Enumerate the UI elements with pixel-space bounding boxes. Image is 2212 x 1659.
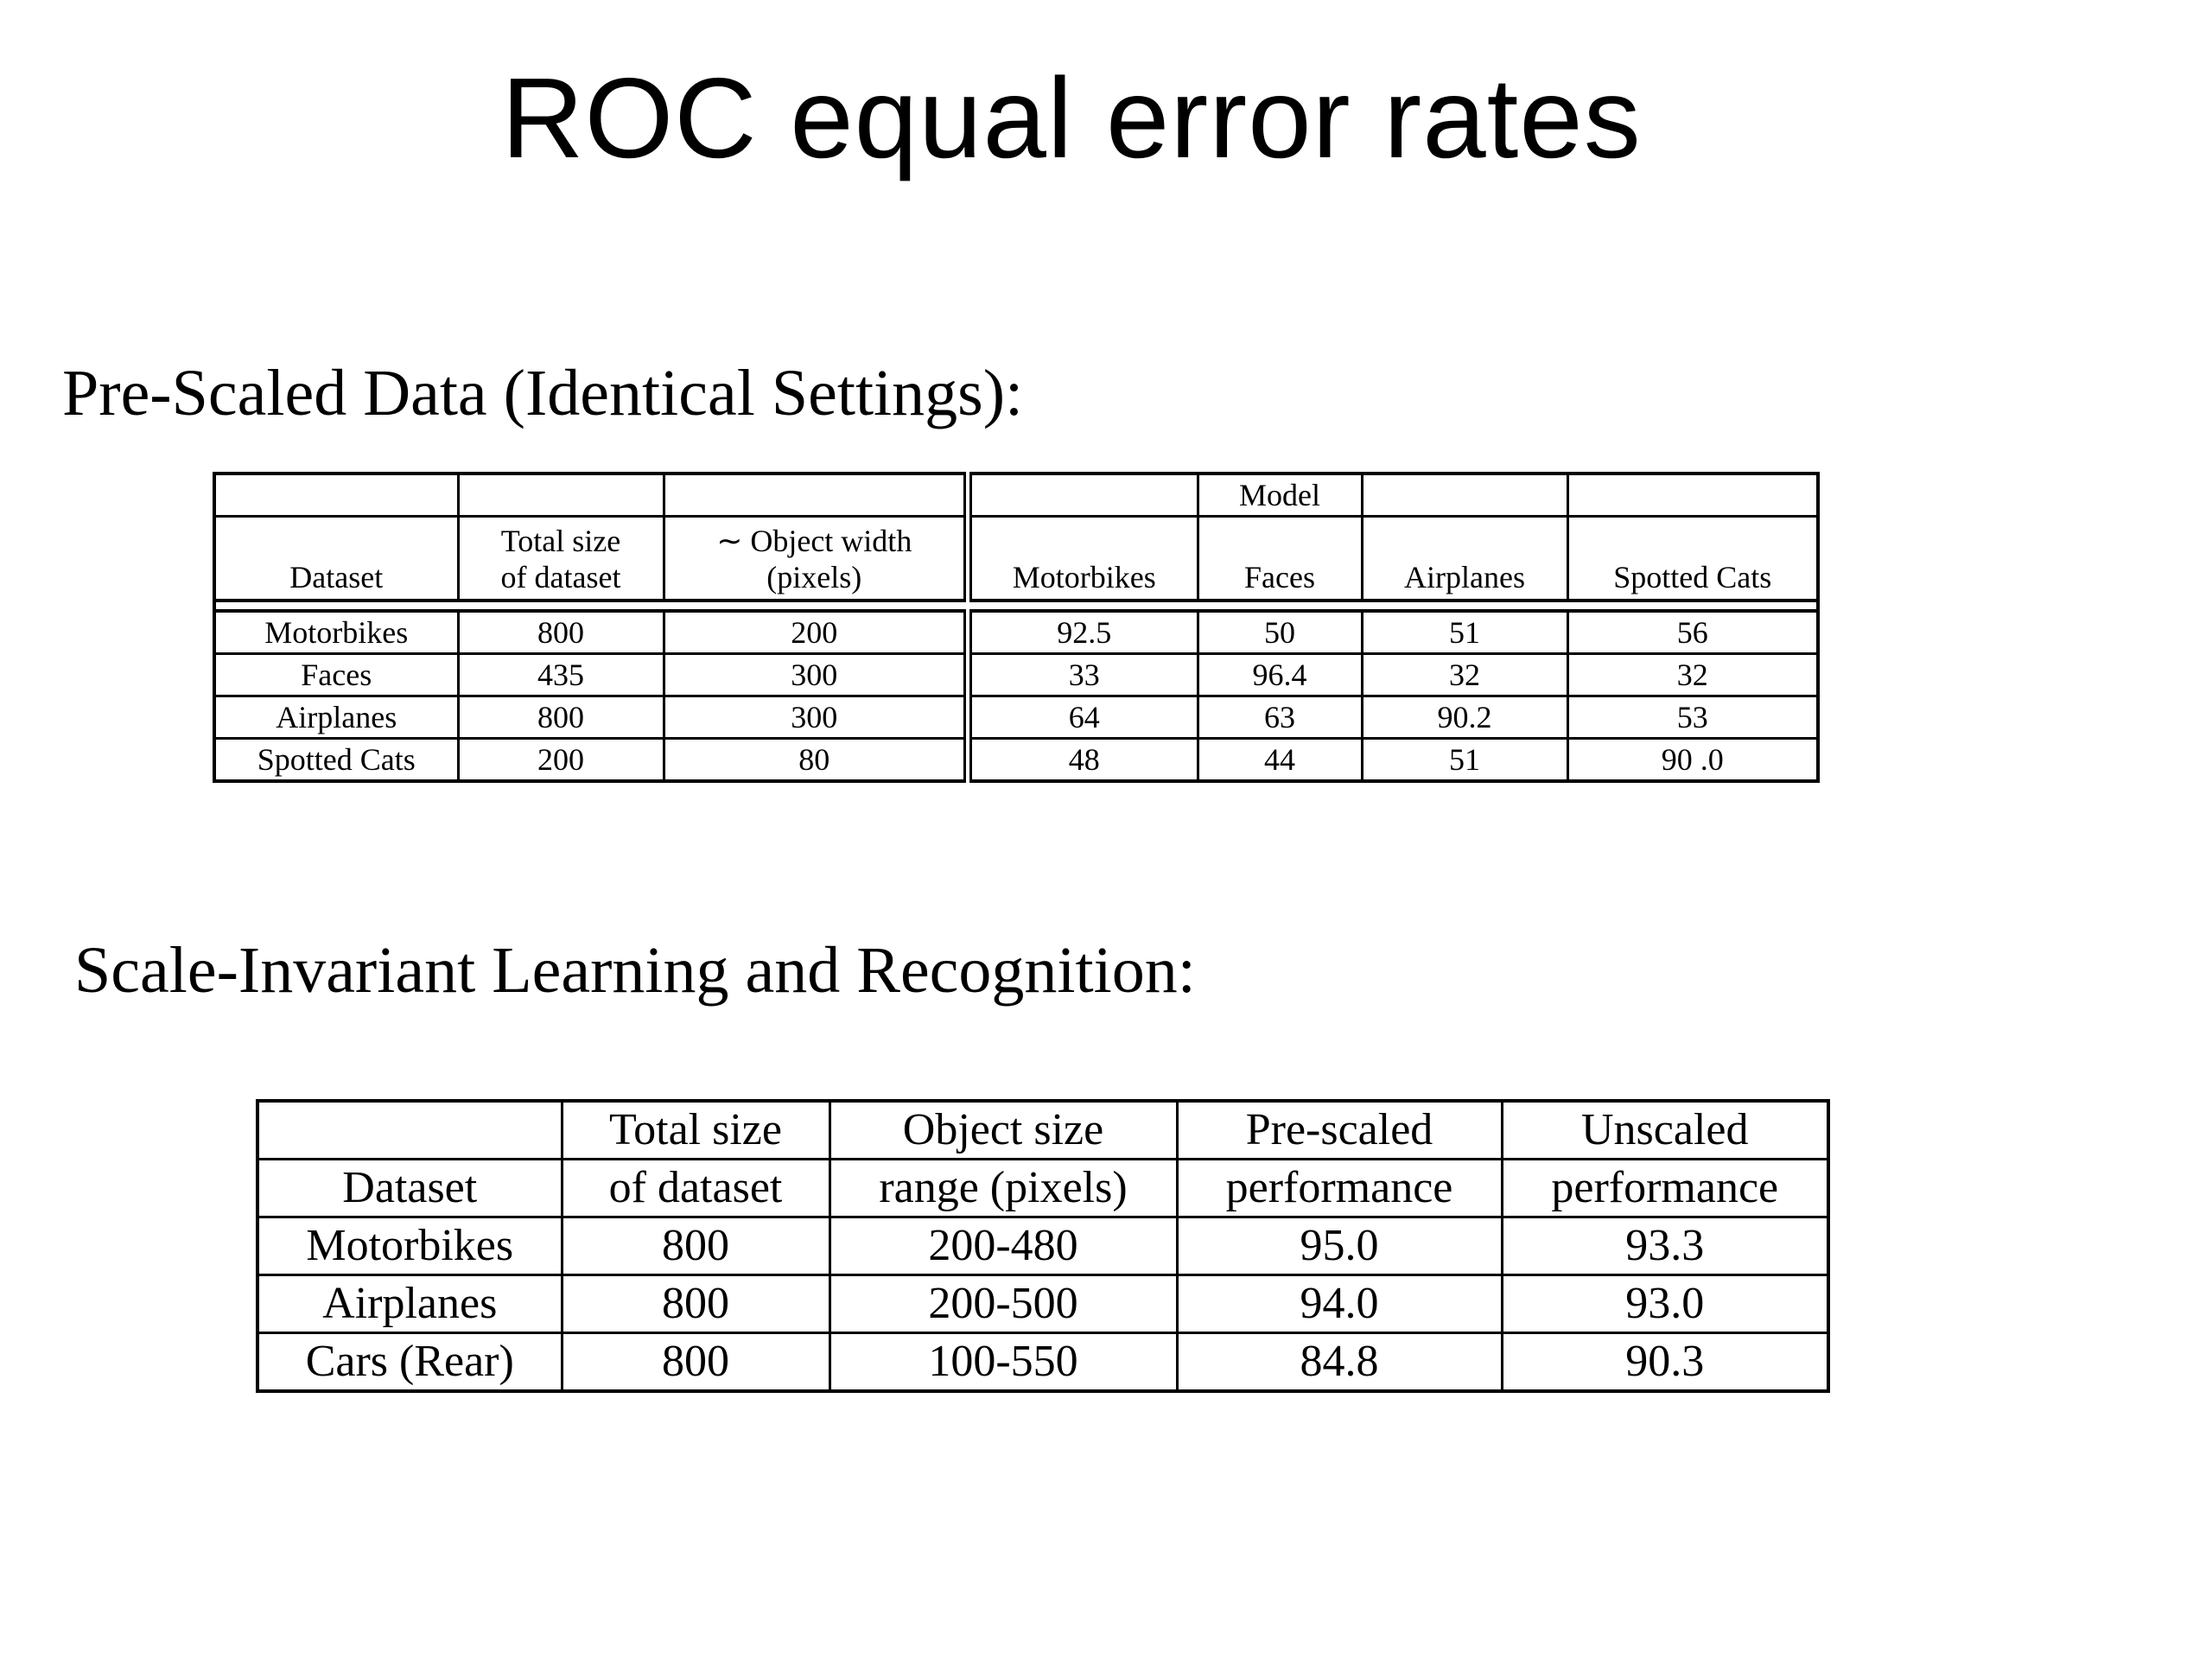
scale-invariant-results-table xyxy=(256,1099,1830,1393)
cell-score: 56 xyxy=(1567,611,1818,654)
cell-score: 63 xyxy=(1198,696,1362,739)
cell-width: 200 xyxy=(664,611,968,654)
header-cell xyxy=(257,1101,562,1160)
header-cell xyxy=(664,474,968,517)
table-header-row xyxy=(257,1160,1828,1217)
cell-pre-scaled: 94.0 xyxy=(1177,1275,1502,1333)
header-cell xyxy=(968,474,1198,517)
cell-dataset: Cars (Rear) xyxy=(257,1333,562,1392)
cell-unscaled: 90.3 xyxy=(1502,1333,1828,1392)
cell-total: 800 xyxy=(458,696,664,739)
cell-score: 44 xyxy=(1198,739,1362,782)
table-row xyxy=(257,1275,1828,1333)
cell-pre-scaled: 84.8 xyxy=(1177,1333,1502,1392)
cell-total: 800 xyxy=(562,1333,830,1392)
table-gap-row xyxy=(214,601,1818,611)
table-row xyxy=(214,739,1818,782)
table-header-row xyxy=(214,474,1818,517)
header-object-width: ∼ Object width (pixels) xyxy=(664,517,968,601)
table-row xyxy=(214,611,1818,654)
table-row xyxy=(214,696,1818,739)
cell-total: 800 xyxy=(562,1275,830,1333)
cell-pre-scaled: 95.0 xyxy=(1177,1217,1502,1275)
header-total-size: of dataset xyxy=(562,1160,830,1217)
cell-unscaled: 93.3 xyxy=(1502,1217,1828,1275)
cell-width: 300 xyxy=(664,654,968,696)
cell-width: 300 xyxy=(664,696,968,739)
pre-scaled-results-table xyxy=(213,472,1820,783)
cell-score: 51 xyxy=(1362,739,1567,782)
table-header-row xyxy=(257,1101,1828,1160)
header-total-size: Total size xyxy=(562,1101,830,1160)
header-model-spotted-cats: Spotted Cats xyxy=(1567,517,1818,601)
header-dataset: Dataset xyxy=(257,1160,562,1217)
header-model-airplanes: Airplanes xyxy=(1362,517,1567,601)
cell-total: 800 xyxy=(562,1217,830,1275)
cell-score: 90 .0 xyxy=(1567,739,1818,782)
header-pre-scaled: Pre-scaled xyxy=(1177,1101,1502,1160)
cell-dataset: Motorbikes xyxy=(214,611,458,654)
header-unscaled: performance xyxy=(1502,1160,1828,1217)
table-header-row xyxy=(214,517,1818,601)
cell-score: 48 xyxy=(968,739,1198,782)
cell-score: 32 xyxy=(1362,654,1567,696)
slide-title: ROC equal error rates xyxy=(501,54,1642,181)
header-cell xyxy=(1362,474,1567,517)
cell-range: 200-480 xyxy=(830,1217,1177,1275)
cell-score: 92.5 xyxy=(968,611,1198,654)
cell-dataset: Spotted Cats xyxy=(214,739,458,782)
cell-dataset: Airplanes xyxy=(214,696,458,739)
header-cell xyxy=(1567,474,1818,517)
header-object-size: Object size xyxy=(830,1101,1177,1160)
cell-score: 64 xyxy=(968,696,1198,739)
cell-total: 200 xyxy=(458,739,664,782)
cell-total: 800 xyxy=(458,611,664,654)
cell-width: 80 xyxy=(664,739,968,782)
cell-dataset: Airplanes xyxy=(257,1275,562,1333)
cell-range: 100-550 xyxy=(830,1333,1177,1392)
cell-unscaled: 93.0 xyxy=(1502,1275,1828,1333)
header-model-motorbikes: Motorbikes xyxy=(968,517,1198,601)
section-heading-pre-scaled: Pre-Scaled Data (Identical Settings): xyxy=(62,357,1024,429)
cell-range: 200-500 xyxy=(830,1275,1177,1333)
cell-score: 53 xyxy=(1567,696,1818,739)
cell-dataset: Faces xyxy=(214,654,458,696)
header-cell xyxy=(214,474,458,517)
cell-total: 435 xyxy=(458,654,664,696)
cell-score: 90.2 xyxy=(1362,696,1567,739)
cell-score: 50 xyxy=(1198,611,1362,654)
header-cell xyxy=(458,474,664,517)
model-label: Model xyxy=(1198,474,1362,517)
header-dataset: Dataset xyxy=(214,517,458,601)
table-row xyxy=(257,1217,1828,1275)
table-row xyxy=(257,1333,1828,1392)
header-object-size: range (pixels) xyxy=(830,1160,1177,1217)
header-model-faces: Faces xyxy=(1198,517,1362,601)
cell-score: 96.4 xyxy=(1198,654,1362,696)
cell-score: 51 xyxy=(1362,611,1567,654)
section-heading-scale-invariant: Scale-Invariant Learning and Recognition: xyxy=(74,934,1196,1007)
cell-score: 32 xyxy=(1567,654,1818,696)
header-total-size: Total size of dataset xyxy=(458,517,664,601)
header-pre-scaled: performance xyxy=(1177,1160,1502,1217)
cell-score: 33 xyxy=(968,654,1198,696)
header-unscaled: Unscaled xyxy=(1502,1101,1828,1160)
table-row xyxy=(214,654,1818,696)
cell-dataset: Motorbikes xyxy=(257,1217,562,1275)
